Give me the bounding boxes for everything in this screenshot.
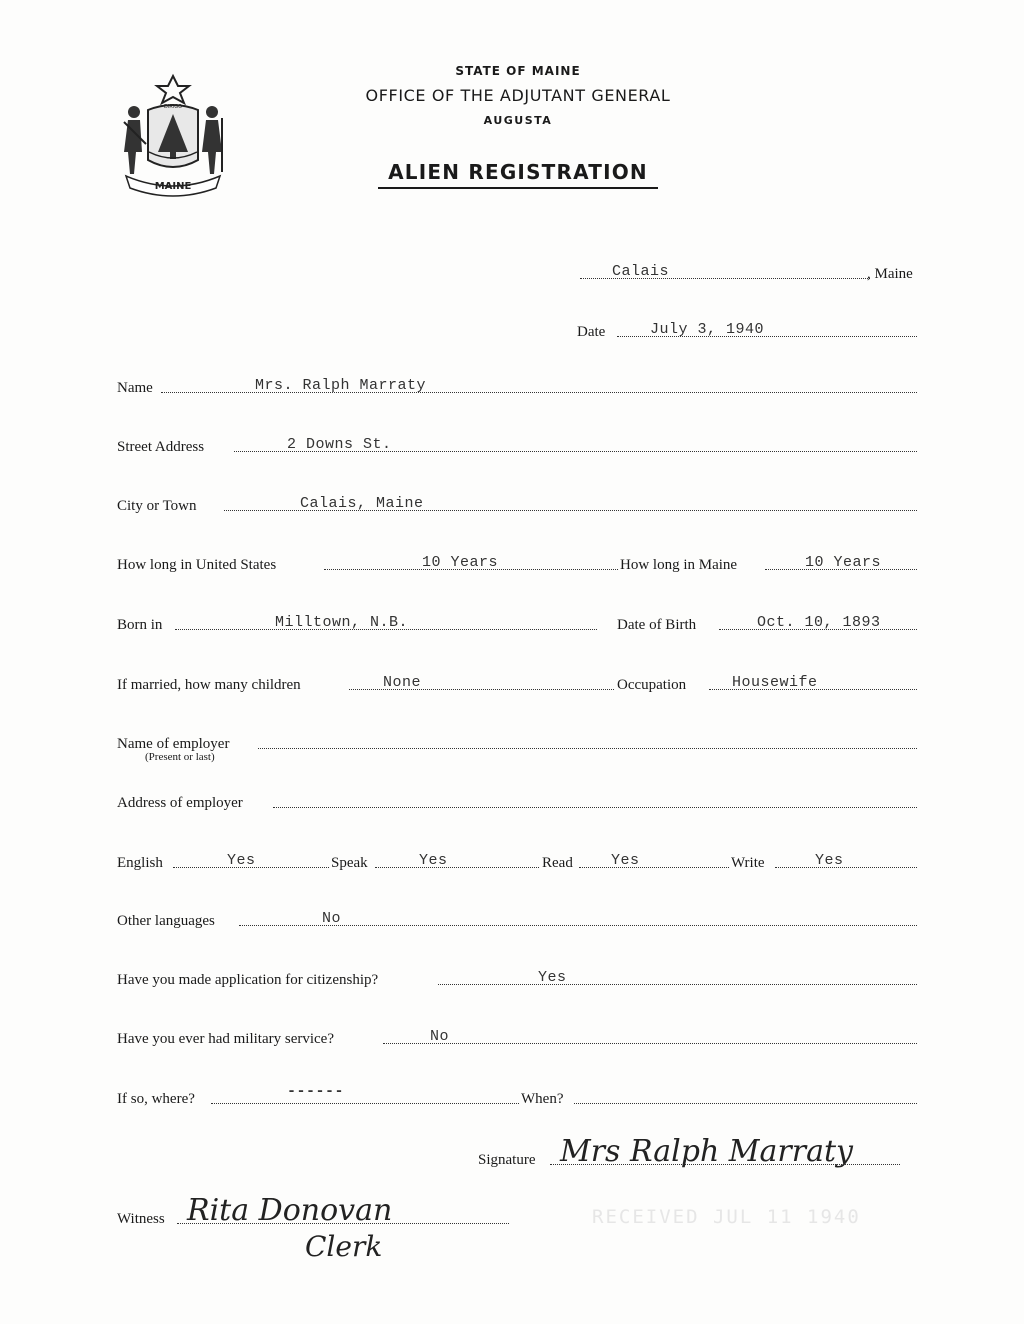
employer-row: [117, 729, 917, 763]
born-in-value: Milltown, N.B.: [275, 614, 409, 631]
name-value: Mrs. Ralph Marraty: [255, 377, 427, 394]
citizenship-value: Yes: [538, 969, 567, 986]
seal-motto: DIRIGO: [163, 104, 183, 110]
header-city: AUGUSTA: [483, 114, 553, 127]
signature-handwritten: Mrs Ralph Marraty: [560, 1134, 853, 1169]
city-label: City or Town: [117, 498, 197, 514]
date-of-birth-label: Date of Birth: [617, 617, 697, 633]
birth-row: [117, 610, 917, 634]
service-detail-row: [117, 1084, 917, 1108]
born-in-label: Born in: [117, 617, 163, 633]
street-label: Street Address: [117, 439, 205, 455]
received-stamp: RECEIVED JUL 11 1940: [592, 1206, 861, 1228]
children-label: If married, how many children: [117, 677, 301, 693]
employer-address-row: [117, 788, 917, 812]
header-office: OFFICE OF THE ADJUTANT GENERAL: [365, 86, 671, 105]
employer-line: [258, 748, 917, 749]
witness-label: Witness: [117, 1211, 165, 1227]
header-state: STATE OF MAINE: [455, 64, 581, 78]
language-row: [117, 848, 917, 872]
employer-address-label: Address of employer: [117, 795, 243, 811]
children-value: None: [383, 674, 422, 691]
occupation-label: Occupation: [617, 677, 687, 693]
military-label: Have you ever had military service?: [117, 1031, 334, 1047]
where-label: If so, where?: [117, 1091, 195, 1107]
write-label: Write: [731, 855, 765, 871]
street-row: [117, 432, 917, 456]
family-row: [117, 670, 917, 694]
other-languages-row: [117, 906, 917, 930]
form-title: ALIEN REGISTRATION: [378, 160, 658, 189]
date-of-birth-value: Oct. 10, 1893: [757, 614, 881, 631]
date-label: Date: [577, 324, 606, 340]
citizenship-row: [117, 965, 917, 989]
employer-address-line: [273, 807, 917, 808]
speak-value: Yes: [419, 852, 448, 869]
citizenship-label: Have you made application for citizenship?: [117, 972, 379, 988]
name-label: Name: [117, 380, 153, 396]
read-label: Read: [542, 855, 573, 871]
when-line: [574, 1103, 917, 1104]
place-row: [117, 259, 917, 283]
how-long-maine-label: How long in Maine: [620, 557, 738, 573]
employer-sublabel: (Present or last): [145, 751, 215, 763]
english-value: Yes: [227, 852, 256, 869]
write-line: [775, 867, 917, 868]
military-line: [383, 1043, 917, 1044]
military-value: No: [430, 1028, 450, 1045]
where-value: ------: [287, 1083, 345, 1100]
when-label: When?: [521, 1091, 564, 1107]
city-row: [117, 491, 917, 515]
witness-title-handwritten: Clerk: [305, 1230, 383, 1263]
residence-row: [117, 550, 917, 574]
date-row: [117, 317, 917, 341]
place-value: Calais: [612, 263, 670, 280]
speak-line: [375, 867, 539, 868]
how-long-us-value: 10 Years: [422, 554, 499, 571]
occupation-value: Housewife: [732, 674, 818, 691]
name-row: [117, 373, 917, 397]
date-value: July 3, 1940: [650, 321, 765, 338]
witness-handwritten: Rita Donovan: [187, 1193, 393, 1228]
where-line: [211, 1103, 519, 1104]
read-line: [579, 867, 729, 868]
employer-label: Name of employer: [117, 736, 230, 752]
military-row: [117, 1024, 917, 1048]
english-label: English: [117, 855, 163, 871]
other-languages-value: No: [322, 910, 342, 927]
street-value: 2 Downs St.: [287, 436, 392, 453]
how-long-us-label: How long in United States: [117, 557, 277, 573]
speak-label: Speak: [331, 855, 368, 871]
signature-label: Signature: [478, 1152, 536, 1168]
signature-row: [478, 1134, 918, 1169]
place-suffix: , Maine: [867, 266, 913, 282]
how-long-maine-value: 10 Years: [805, 554, 882, 571]
city-value: Calais, Maine: [300, 495, 424, 512]
seal-name: MAINE: [154, 181, 192, 192]
citizenship-line: [438, 984, 917, 985]
other-languages-label: Other languages: [117, 913, 215, 929]
write-value: Yes: [815, 852, 844, 869]
read-value: Yes: [611, 852, 640, 869]
